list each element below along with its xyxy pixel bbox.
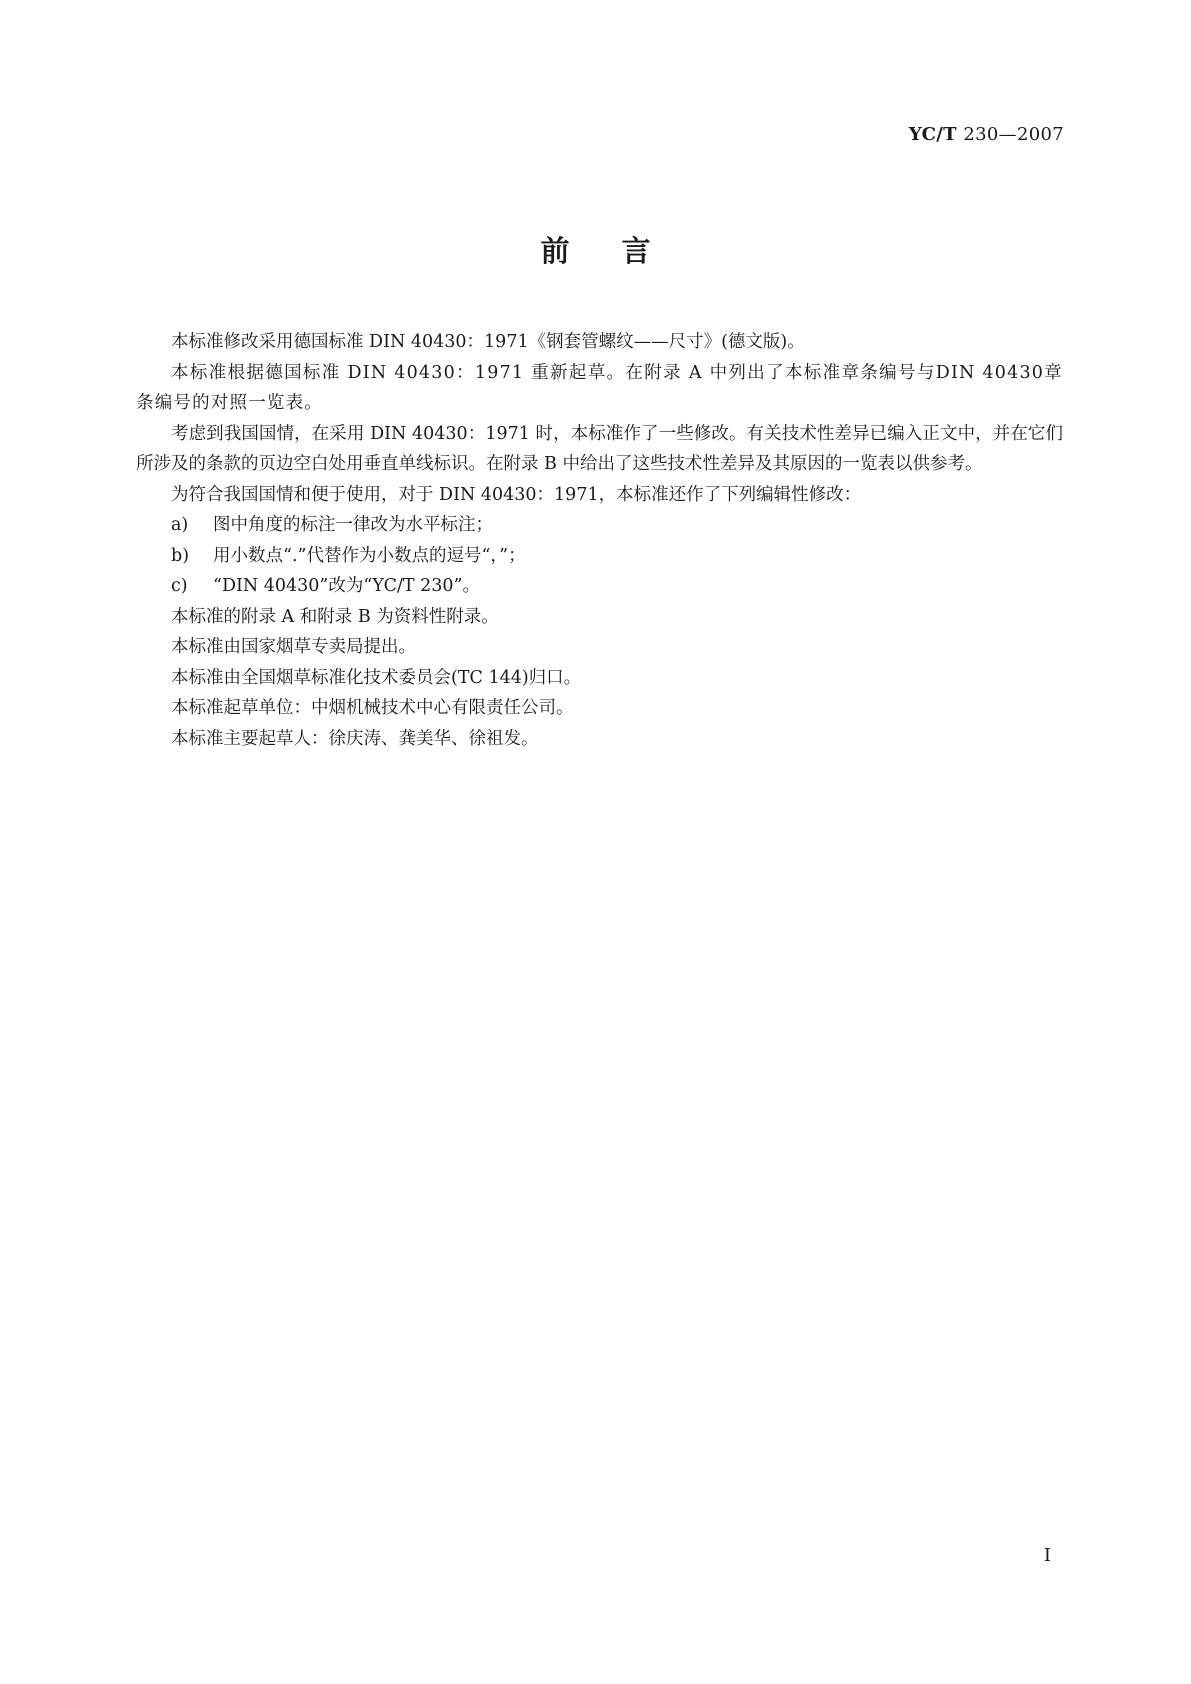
paragraph-drafters: 本标准主要起草人：徐庆涛、龚美华、徐祖发。 (171, 728, 539, 749)
paragraph-drafting-unit: 本标准起草单位：中烟机械技术中心有限责任公司。 (171, 698, 574, 718)
paragraph-committee: 本标准由全国烟草标准化技术委员会(TC 144)归口。 (171, 667, 582, 688)
list-item (136, 510, 1063, 541)
paragraph-annex-info: 本标准的附录 A 和附录 B 为资料性附录。 (171, 606, 499, 627)
paragraph-drafting-basis: 本标准根据德国标准 DIN 40430：1971 重新起草。在附录 A 中列出了本标准章条编号与DIN 40430章条编号的对照一览表。 (136, 362, 1063, 413)
list-item (136, 541, 1063, 572)
page-title: 前言 (540, 234, 703, 268)
list-item-text: “DIN 40430”改为“YC/T 230”。 (213, 576, 480, 596)
list-item-text: 图中角度的标注一律改为水平标注； (213, 515, 493, 535)
document-code (909, 124, 1064, 145)
paragraph-technical-differences: 考虑到我国国情，在采用 DIN 40430：1971 时，本标准作了一些修改。有关技术性差异已编入正文中，并在它们所涉及的条款的页边空白处用垂直单线标识。在附录 B 中给出了这些技术性差异及其原因的一览表以供参考。 (136, 423, 1063, 474)
list-item (136, 571, 1063, 602)
list-item-mark: c) (171, 576, 188, 596)
list-item-mark: b) (171, 545, 190, 566)
document-code-number: 230—2007 (963, 124, 1064, 145)
list-item-mark: a) (171, 515, 189, 535)
paragraph-proposer: 本标准由国家烟草专卖局提出。 (171, 637, 416, 657)
document-code-prefix: YC/T (908, 124, 957, 145)
page-number: I (1043, 1545, 1051, 1566)
list-item-text: 用小数点“.”代替作为小数点的逗号“，”； (213, 545, 526, 566)
foreword-body (136, 327, 1063, 754)
paragraph-editorial-changes: 为符合我国国情和便于使用，对于 DIN 40430：1971，本标准还作了下列编辑性修改： (171, 484, 862, 505)
paragraph-adoption: 本标准修改采用德国标准 DIN 40430：1971《钢套管螺纹——尺寸》(德文版)。 (171, 332, 805, 352)
